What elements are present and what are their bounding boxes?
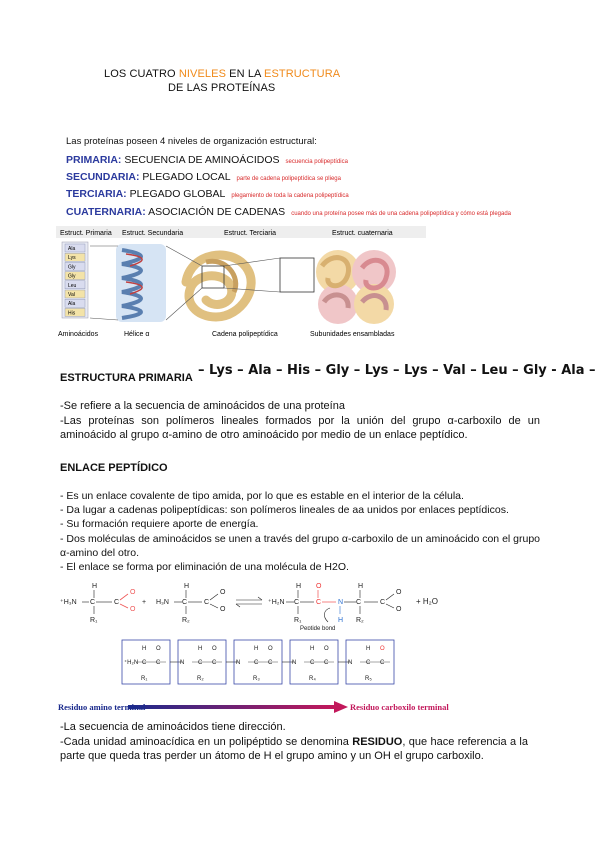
intro-text: Las proteínas poseen 4 niveles de organización estructural: [66, 136, 317, 147]
residue-substituent: R₄ [309, 676, 316, 682]
level-cuaternaria [66, 206, 511, 218]
residue-unit-amine: N [292, 660, 297, 666]
svg-text:N: N [338, 599, 344, 606]
svg-text:H: H [296, 583, 302, 590]
level-note: parte de cadena polipeptídica se pliega [236, 176, 341, 182]
level-name: CUATERNARIA: [66, 206, 146, 218]
enlace-item-2: - Da lugar a cadenas polipeptídicas: son polímeros lineales de aa unidos por enlaces peptídicos. [60, 504, 509, 517]
quaternary-structure-icon [316, 250, 396, 324]
level-desc: PLEGADO GLOBAL [129, 188, 226, 200]
level-name: SECUNDARIA: [66, 171, 140, 183]
svg-text:O: O [396, 606, 402, 613]
amino-sequence: – Lys – Ala – His – Gly – Lys – Lys – Val – Leu – Gly - Ala – [198, 363, 596, 378]
chain-atom: C [310, 660, 315, 666]
svg-text:+: + [142, 599, 147, 606]
svg-text:H: H [358, 583, 364, 590]
svg-text:C: C [380, 599, 386, 606]
final-paragraphs [60, 720, 528, 764]
chain-atom: C [212, 660, 217, 666]
title-part: EN LA [226, 68, 265, 80]
direction-arrow [56, 699, 496, 715]
residue-unit-amine: ⁺H₂N [124, 660, 139, 666]
residue-label: Gly [68, 264, 76, 271]
residue-substituent: R₅ [365, 676, 372, 682]
reactant-amine-2: H₃N [156, 599, 169, 606]
title-part: LOS CUATRO [104, 68, 179, 80]
enlace-list [60, 489, 550, 574]
fig-bottom-label-3: Cadena polipeptídica [212, 331, 278, 338]
chain-atom: C [380, 660, 385, 666]
residue-unit-amine: N [348, 660, 353, 666]
residue-label: Val [68, 292, 75, 298]
svg-text:R₂: R₂ [356, 617, 364, 624]
level-note: secuencia polipeptídica [285, 159, 348, 165]
fig-bottom-label-2: Hélice α [124, 331, 150, 338]
primaria-p2: -Las proteínas son polímeros lineales formados por la unión del grupo α-carboxilo de un aminoácido al grupo α-amino de otro aminoácido por medio de un enlace peptídico. [60, 414, 540, 441]
svg-text:C: C [90, 599, 96, 606]
chain-atom: C [254, 660, 259, 666]
chain-atom: H [198, 646, 203, 652]
product-amine: ⁺H₂N [268, 599, 285, 606]
residue-substituent: R₃ [253, 676, 260, 682]
enlace-item-3: - Su formación requiere aporte de energía. [60, 518, 259, 531]
residuo-term: RESIDUO [352, 735, 403, 748]
direction-gradient-bar [128, 705, 334, 709]
reactant-amine-1: ⁺H₃N [60, 599, 77, 606]
fig-top-label-1: Estruct. Primaria [60, 230, 112, 237]
chain-atom: O [380, 646, 385, 652]
page-subtitle: DE LAS PROTEÍNAS [168, 82, 276, 94]
final-p2-a: -Cada unidad aminoacídica en un polipéptido se denomina [60, 735, 353, 748]
water-product: + H₂O [416, 597, 438, 606]
svg-text:O: O [220, 606, 226, 613]
page-title [104, 68, 340, 80]
level-primaria [66, 154, 348, 166]
svg-text:O: O [396, 589, 402, 596]
level-desc: PLEGADO LOCAL [142, 171, 231, 183]
residue-label: Ala [68, 301, 76, 308]
chain-atom: C [198, 660, 203, 666]
chain-atom: O [268, 646, 273, 652]
chain-atom: O [156, 646, 161, 652]
chain-atom: C [156, 660, 161, 666]
heading-estructura-primaria: ESTRUCTURA PRIMARIA [60, 372, 193, 384]
heading-enlace-peptidico: ENLACE PEPTÍDICO [60, 462, 168, 474]
svg-text:O: O [130, 606, 136, 613]
svg-text:O: O [220, 589, 226, 596]
level-name: PRIMARIA: [66, 154, 122, 166]
level-name: TERCIARIA: [66, 188, 127, 200]
final-p2 [60, 735, 528, 764]
peptide-bond-label: Peptide bond [300, 626, 336, 630]
svg-text:C: C [294, 599, 300, 606]
svg-text:R₁: R₁ [294, 617, 302, 624]
svg-text:O: O [316, 583, 322, 590]
amino-acid-column [62, 242, 88, 318]
fig-bottom-label-4: Subunidades ensambladas [310, 331, 395, 338]
chain-atom: O [212, 646, 217, 652]
residue-amino-terminal: Residuo amino terminal [58, 702, 146, 712]
svg-text:C: C [204, 599, 210, 606]
residue-label: Ala [68, 246, 76, 252]
level-desc: SECUENCIA DE AMINOÁCIDOS [124, 154, 280, 166]
polypeptide-chain-diagram [118, 636, 418, 688]
enlace-item-1: - Es un enlace covalente de tipo amida, por lo que es estable en el interior de la célula. [60, 490, 464, 502]
final-p1: -La secuencia de aminoácidos tiene dirección. [60, 721, 286, 733]
residue-label: His [68, 310, 76, 317]
svg-text:C: C [356, 599, 362, 606]
chain-atom: H [254, 646, 259, 652]
chain-atom: C [324, 660, 329, 666]
level-secundaria [66, 171, 341, 183]
primaria-p1: -Se refiere a la secuencia de aminoácidos de una proteína [60, 400, 345, 412]
svg-text:O: O [130, 589, 136, 596]
protein-structure-figure [56, 222, 426, 344]
level-note: cuando una proteína posee más de una cadena polipeptídica y cómo está plegada [291, 211, 512, 217]
fig-bottom-label-1: Aminoácidos [58, 331, 99, 338]
residue-substituent: R₂ [197, 676, 204, 682]
svg-text:C: C [182, 599, 188, 606]
chain-atom: H [366, 646, 371, 652]
title-highlight: NIVELES [178, 68, 227, 80]
chain-atom: O [324, 646, 329, 652]
svg-text:C: C [114, 599, 120, 606]
level-terciaria [66, 188, 349, 200]
residue-substituent: R₁ [141, 676, 148, 682]
svg-text:C: C [316, 599, 322, 606]
svg-text:H: H [92, 583, 98, 590]
svg-text:H: H [338, 617, 344, 624]
fig-top-label-3: Estruct. Terciaria [224, 230, 276, 237]
final-p2-c: , que hace referencia a la parte que queda tras perder un átomo de H el grupo amino y un OH el grupo carboxilo. [60, 735, 528, 762]
fig-top-label-4: Estruct. cuaternaria [332, 230, 393, 237]
enlace-item-4: - Dos moléculas de aminoácidos se unen a través del grupo α-carboxilo de un aminoácido con el grupo α-amino del otro. [60, 532, 541, 559]
residue-carboxyl-terminal: Residuo carboxilo terminal [350, 702, 449, 712]
residue-unit-amine: N [180, 660, 185, 666]
chain-atom: C [142, 660, 147, 666]
level-desc: ASOCIACIÓN DE CADENAS [148, 206, 286, 218]
primaria-paragraphs [60, 399, 540, 443]
arrow-head-icon [334, 701, 348, 713]
residue-label: Gly [68, 273, 76, 280]
enlace-item-5: - El enlace se forma por eliminación de una molécula de H2O. [60, 561, 349, 574]
level-note: plegamiento de toda la cadena polipeptídica [231, 193, 349, 199]
svg-text:R₂: R₂ [182, 617, 190, 624]
chain-atom: H [310, 646, 315, 652]
chain-atom: H [142, 646, 147, 652]
residue-label: Leu [68, 282, 77, 289]
residue-unit-amine: N [236, 660, 241, 666]
residue-label: Lys [68, 255, 76, 262]
svg-text:R₁: R₁ [90, 617, 98, 624]
chain-atom: C [366, 660, 371, 666]
chain-atom: C [268, 660, 273, 666]
tertiary-structure-icon [186, 255, 251, 317]
fig-top-label-2: Estruct. Secundaria [122, 230, 184, 237]
svg-text:H: H [184, 583, 190, 590]
title-highlight: ESTRUCTURA [264, 68, 341, 80]
peptide-reaction-diagram [56, 578, 546, 630]
alpha-helix-icon [116, 244, 166, 322]
